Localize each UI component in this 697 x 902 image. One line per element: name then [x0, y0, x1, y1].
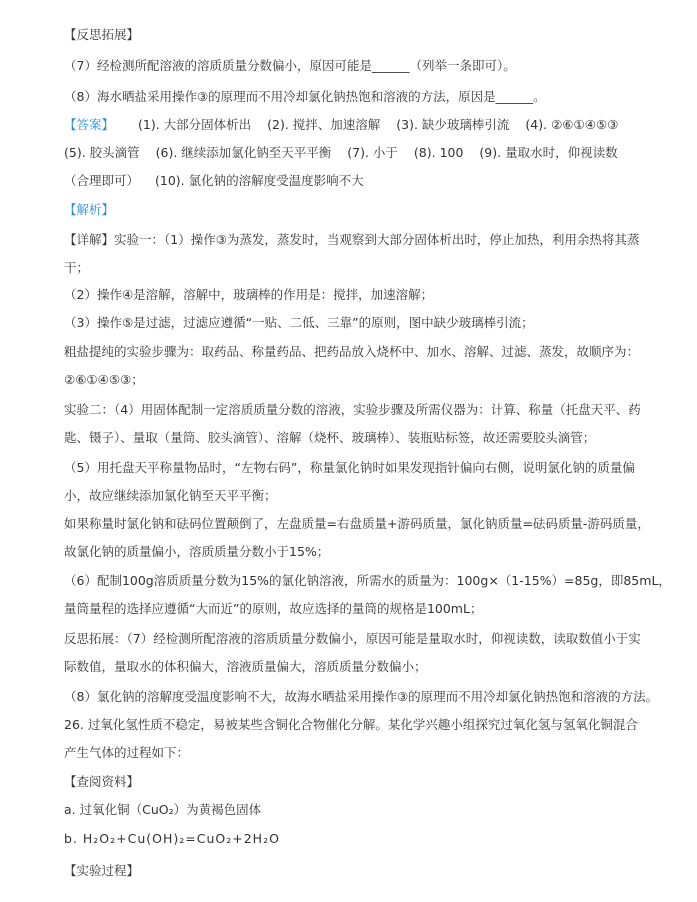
detail-line: 小，故应继续添加氯化钠至天平平衡；	[64, 488, 277, 503]
answer-item: (5). 胶头滴管	[64, 145, 140, 160]
detail-line: （3）操作⑤是过滤，过滤应遵循“一贴、二低、三靠”的原则，图中缺少玻璃棒引流；	[64, 315, 534, 330]
answer-item: (10). 氯化钠的溶解度受温度影响不大	[155, 173, 364, 188]
detail-line: 干；	[64, 260, 90, 275]
analysis-label: 【解析】	[64, 202, 115, 217]
detail-line: 故氯化钠的质量偏小，溶质质量分数小于15%；	[64, 544, 330, 559]
detail-line: 匙、镊子）、量取（量筒、胶头滴管）、溶解（烧杯、玻璃棒）、装瓶贴标签，故还需要胶头滴管；	[64, 430, 596, 445]
detail-line: 【详解】实验一：（1）操作③为蒸发，蒸发时，当观察到大部分固体析出时，停止加热，利用余热将其蒸	[64, 232, 640, 247]
detail-line: 粗盐提纯的实验步骤为：取药品、称量药品、把药品放入烧杯中、加水、溶解、过滤、蒸发，故顺序为：	[64, 344, 640, 359]
question-7: （7）经检测所配溶液的溶质质量分数偏小，原因可能是______（列举一条即可）。	[64, 58, 516, 73]
answer-item: (7). 小于	[347, 145, 398, 160]
detail-line: （2）操作④是溶解，溶解中，玻璃棒的作用是：搅拌，加速溶解；	[64, 287, 434, 302]
reflect-header: 【反思拓展】	[64, 27, 140, 42]
answer-line-1	[64, 116, 679, 134]
answer-item: (2). 搅拌、加速溶解	[267, 117, 381, 132]
answer-item: (9). 量取水时，仰视读数	[479, 145, 618, 160]
answer-line-3	[64, 172, 679, 190]
detail-line: （8）氯化钠的溶解度受温度影响不大，故海水晒盐采用操作③的原理而不用冷却氯化钠热饱和溶液的方法。	[64, 689, 659, 704]
question-8: （8）海水晒盐采用操作③的原理而不用冷却氯化钠热饱和溶液的方法，原因是______。	[64, 89, 546, 104]
answer-item: (8). 100	[413, 145, 464, 160]
info-header: 【查阅资料】	[64, 774, 140, 789]
answer-item: （合理即可）	[64, 173, 140, 188]
question-26-line: 26. 过氧化氢性质不稳定，易被某些含铜化合物催化分解。某化学兴趣小组探究过氧化氢与氢氧化铜混合	[64, 717, 638, 732]
answer-line-2	[64, 144, 679, 162]
question-26-line: 产生气体的过程如下：	[64, 745, 190, 760]
answer-item: (1). 大部分固体析出	[138, 117, 252, 132]
detail-line: ②⑥①④⑤③；	[64, 372, 144, 387]
answer-item: (4). ②⑥①④⑤③	[525, 117, 619, 132]
detail-line: 实验二：（4）用固体配制一定溶质质量分数的溶液，实验步骤及所需仪器为：计算、称量（托盘天平、药	[64, 402, 641, 417]
detail-line: （6）配制100g溶质质量分数为15%的氯化钠溶液，所需水的质量为：100g×（1-15%）=85g，即85mL，	[64, 573, 671, 588]
process-header: 【实验过程】	[64, 863, 140, 878]
info-item-b: b. H₂O₂+Cu(OH)₂=CuO₂+2H₂O	[64, 831, 280, 846]
answer-label: 【答案】	[64, 117, 115, 132]
detail-line: 反思拓展：（7）经检测所配溶液的溶质质量分数偏小，原因可能是量取水时，仰视读数，读取数值小于实	[64, 631, 641, 646]
info-item-a: a. 过氧化铜（CuO₂）为黄褐色固体	[64, 802, 262, 817]
answer-item: (6). 继续添加氯化钠至天平平衡	[155, 145, 332, 160]
detail-line: （5）用托盘天平称量物品时，“左物右码”，称量氯化钠时如果发现指针偏向右侧，说明氯化钠的质量偏	[64, 460, 635, 475]
answer-item: (3). 缺少玻璃棒引流	[396, 117, 510, 132]
detail-line: 如果称量时氯化钠和砝码位置颠倒了，左盘质量=右盘质量+游码质量，氯化钠质量=砝码质量-游码质量，	[64, 516, 650, 531]
detail-line: 际数值，量取水的体积偏大，溶液质量偏大，溶质质量分数偏小；	[64, 659, 427, 674]
detail-line: 量筒量程的选择应遵循“大而近”的原则，故应选择的量筒的规格是100mL；	[64, 601, 483, 616]
